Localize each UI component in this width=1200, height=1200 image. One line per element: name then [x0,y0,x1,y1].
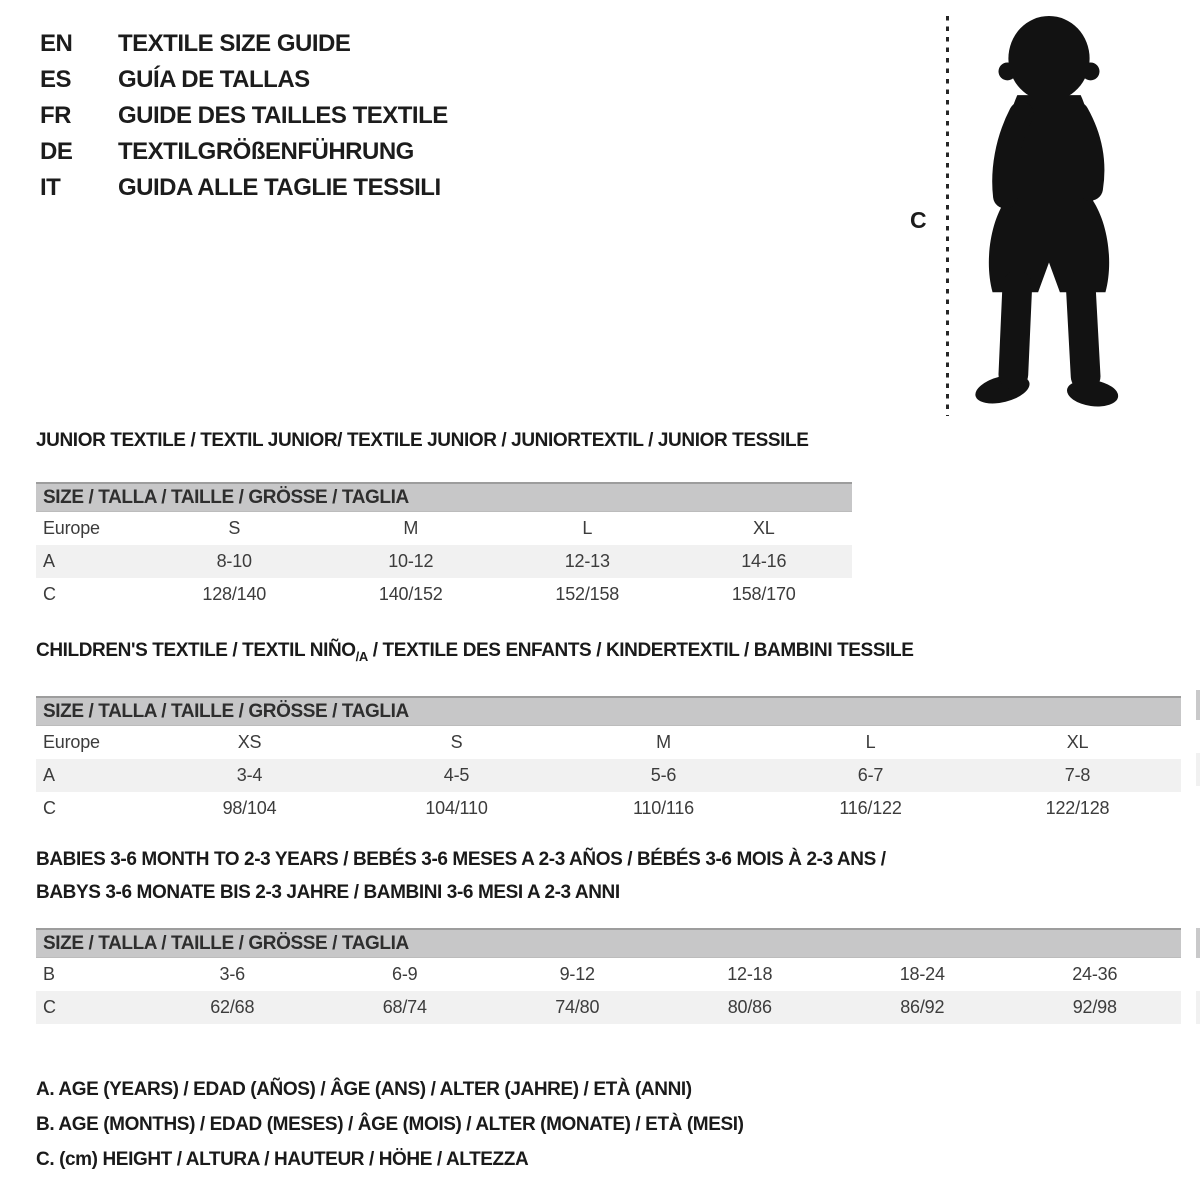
legend-line-a: A. AGE (YEARS) / EDAD (AÑOS) / ÂGE (ANS) / ALTER (JAHRE) / ETÀ (ANNI) [36,1079,692,1100]
value-cell: 24-36 [1072,964,1118,984]
lang-title: GUÍA DE TALLAS [118,66,310,93]
size-cell: M [656,731,671,752]
junior-size-table [36,512,852,611]
table-row [36,578,852,611]
value-cell: 68/74 [319,991,492,1024]
value-cell: 92/98 [1009,991,1182,1024]
babies-size-header-bar: SIZE / TALLA / TAILLE / GRÖSSE / TAGLIA [36,928,1181,958]
size-cell: XL [752,518,775,538]
value-cell: 128/140 [202,584,267,604]
value-cell: 3-4 [146,759,353,792]
table-edge-sliver [1196,690,1200,720]
lang-row-fr [40,98,448,134]
value-cell: 10-12 [323,545,500,578]
legend-block [36,1072,744,1177]
size-cell: S [228,518,241,538]
size-cell: M [403,518,419,538]
value-cell: 4-5 [353,759,560,792]
heading-subscript: /A [355,648,368,664]
size-cell: XL [1066,731,1089,752]
lang-code: DE [40,138,73,165]
babies-size-table [36,958,1181,1024]
table-edge-sliver [1196,753,1200,786]
table-row [36,512,852,545]
value-cell: 80/86 [664,991,837,1024]
value-cell: 6-7 [767,759,974,792]
value-cell: 152/158 [555,584,620,604]
lang-code: FR [40,102,71,129]
babies-section-heading-line1: BABIES 3-6 MONTH TO 2-3 YEARS / BEBÉS 3-6 MESES A 2-3 AÑOS / BÉBÉS 3-6 MOIS À 2-3 ANS / [36,849,886,870]
lang-row-de [40,134,448,170]
value-cell: 86/92 [836,991,1009,1024]
lang-row-it [40,170,448,206]
children-size-header-bar: SIZE / TALLA / TAILLE / GRÖSSE / TAGLIA [36,696,1181,726]
size-cell: XS [237,731,262,752]
row-label: C [36,991,146,1024]
value-cell: 7-8 [974,759,1181,792]
value-cell: 14-16 [676,545,853,578]
lang-title: TEXTILGRÖßENFÜHRUNG [118,138,414,165]
row-label: Europe [43,518,100,538]
value-cell: 6-9 [392,964,418,984]
heading-text: CHILDREN'S TEXTILE / TEXTIL NIÑO [36,640,356,661]
lang-title: GUIDE DES TAILLES TEXTILE [118,102,448,129]
height-measure-label: C [910,207,927,233]
table-row [36,958,1181,991]
table-row [36,545,852,578]
row-label: B [43,964,55,984]
row-label: Europe [43,731,100,752]
row-label: A [36,545,146,578]
value-cell: 5-6 [560,759,767,792]
babies-section [36,843,1181,1024]
value-cell: 74/80 [491,991,664,1024]
lang-code: IT [40,174,61,201]
row-label: A [36,759,146,792]
table-row [36,991,1181,1024]
value-cell: 110/116 [633,797,694,818]
size-cell: L [865,731,876,752]
lang-code: ES [40,66,72,93]
children-section [36,640,1181,825]
value-cell: 12-18 [727,964,773,984]
table-row [36,726,1181,759]
babies-section-heading-line2: BABYS 3-6 MONATE BIS 2-3 JAHRE / BAMBINI 3-6 MESI A 2-3 ANNI [36,882,620,903]
row-label: C [43,584,56,604]
value-cell: 9-12 [559,964,595,984]
legend-line-c: C. (cm) HEIGHT / ALTURA / HAUTEUR / HÖHE / ALTEZZA [36,1149,529,1170]
value-cell: 62/68 [146,991,319,1024]
table-row [36,759,1181,792]
children-section-heading [36,640,1181,668]
junior-section-heading: JUNIOR TEXTILE / TEXTIL JUNIOR/ TEXTILE JUNIOR / JUNIORTEXTIL / JUNIOR TESSILE [36,430,809,451]
junior-size-header-bar: SIZE / TALLA / TAILLE / GRÖSSE / TAGLIA [36,482,852,512]
height-dashed-line [946,16,949,416]
toddler-silhouette-icon [958,12,1140,418]
value-cell: 12-13 [499,545,676,578]
value-cell: 122/128 [1045,797,1110,818]
value-cell: 8-10 [146,545,323,578]
row-label: C [43,797,56,818]
language-title-block [40,26,448,206]
lang-title: GUIDA ALLE TAGLIE TESSILI [118,174,441,201]
lang-code: EN [40,30,73,57]
value-cell: 98/104 [222,797,277,818]
value-cell: 104/110 [425,797,488,818]
size-cell: L [582,518,593,538]
value-cell: 116/122 [839,797,902,818]
value-cell: 3-6 [219,964,245,984]
table-edge-sliver [1196,928,1200,958]
lang-row-en [40,26,448,62]
heading-text: / TEXTILE DES ENFANTS / KINDERTEXTIL / BAMBINI TESSILE [367,640,914,661]
value-cell: 158/170 [731,584,796,604]
junior-section [36,430,852,611]
value-cell: 18-24 [899,964,945,984]
children-size-table [36,726,1181,825]
size-cell: S [450,731,463,752]
lang-row-es [40,62,448,98]
legend-line-b: B. AGE (MONTHS) / EDAD (MESES) / ÂGE (MOIS) / ALTER (MONATE) / ETÀ (MESI) [36,1114,744,1135]
lang-title: TEXTILE SIZE GUIDE [118,30,351,57]
table-edge-sliver [1196,991,1200,1024]
value-cell: 140/152 [378,584,443,604]
table-row [36,792,1181,825]
